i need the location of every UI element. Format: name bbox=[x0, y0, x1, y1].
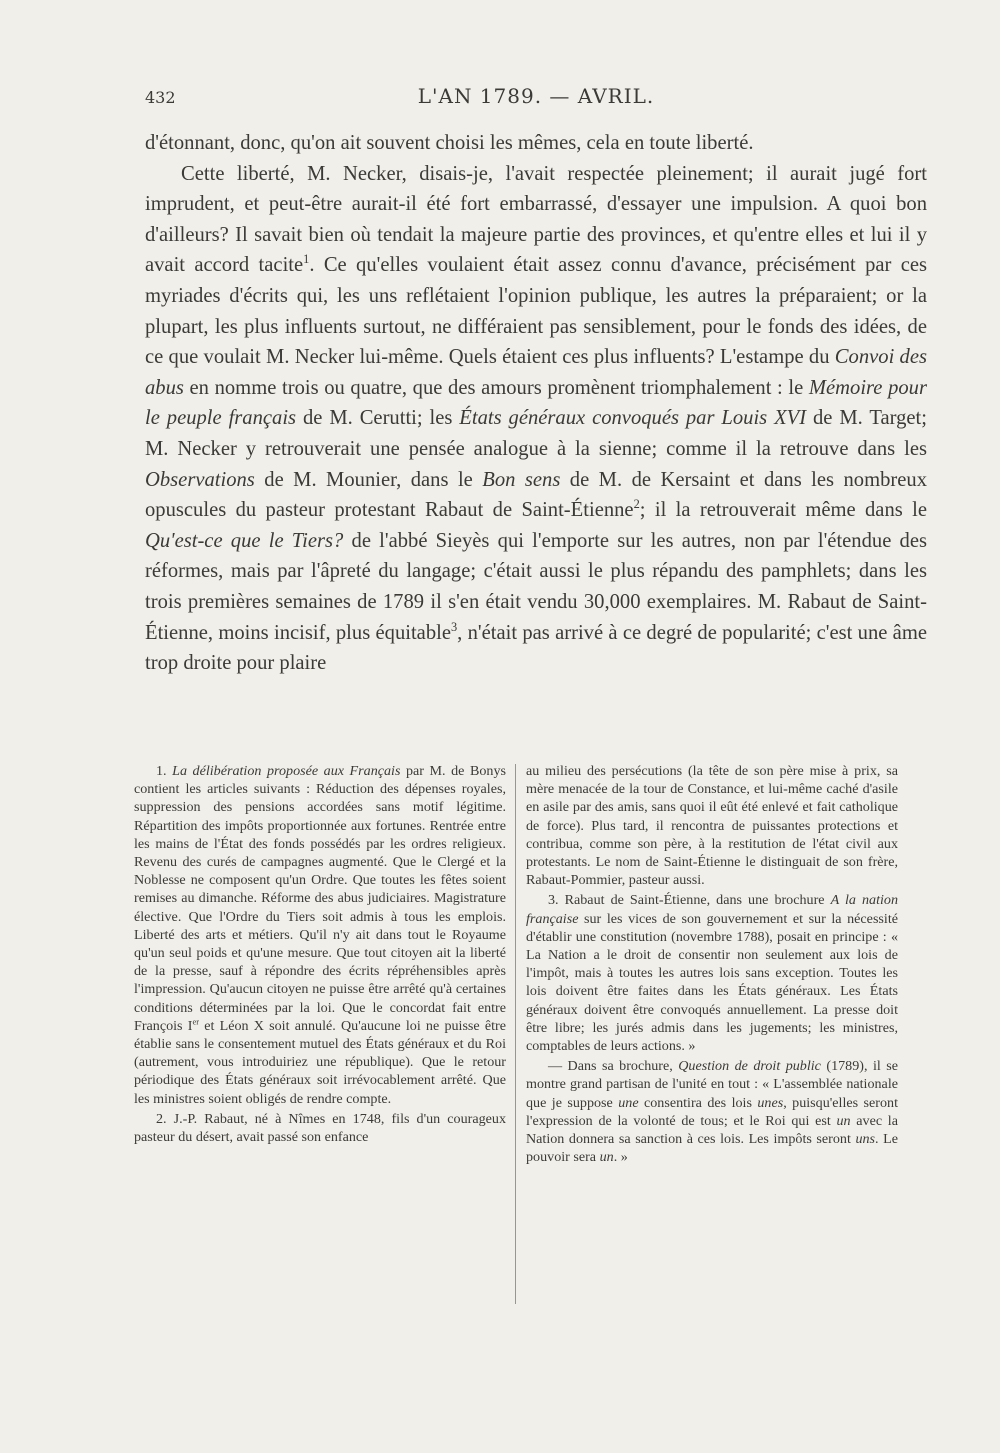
footnote-1: 1. La délibération proposée aux Français par M. de Bonys contient les articles suivants : Réduction des dépenses royales, suppression des pensions accordées sans motif légitime. Répartition des impôts proportionnée aux fortunes. Rentrée entre les mains de l'État des fonds possédés par les ordres religieux. Revenu des curés de campagnes augmenté. Que le Clergé et la Noblesse ne composent qu'un Ordre. Que toutes les fêtes soient remises au dimanche. Réforme des abus judiciaires. Magistrature élective. Que l'Ordre du Tiers soit admis à tous les emplois. Liberté des arts et métiers. Qu'il n'y ait dans tout le Royaume qu'un seul poids et qu'une mesure. Que tout citoyen ait la liberté de la presse, sauf à répondre des écrits répréhensibles après l'impression. Qu'aucun citoyen ne puisse être arrêté qu'à certaines conditions déterminées par la loi. Que le concordat fait entre François Ier et Léon X soit annulé. Qu'aucune loi ne puisse être établie sans le consentement mutuel des États généraux et du Roi (autrement, vous introduiriez une république). Que le retour périodique des États généraux soit irrévocablement arrêté. Que les ministres soient obligés de rendre compte. bbox=[134, 763, 506, 1107]
paragraph-continued: d'étonnant, donc, qu'on ait souvent choisi les mêmes, cela en toute liberté. bbox=[145, 132, 754, 154]
title-memoire: Mémoire pour le peuple français bbox=[145, 376, 927, 430]
footnote-ref-2[interactable]: 2 bbox=[633, 497, 640, 512]
footnote-2-continued: au milieu des persécutions (la tête de son père mise à prix, sa mère menacée de la tour de Constance, et lui-même caché d'asile en asile par des amis, sans quoi il eût été enlevé et fait catholique de force). Plus tard, il rencontra de puissantes protections et contribua, comme son père, à la restitution de l'état civil aux protestants. Le nom de Saint-Étienne le distinguait de son frère, Rabaut-Pommier, pasteur aussi. bbox=[526, 763, 898, 889]
footnote-ref-1[interactable]: 1 bbox=[303, 252, 310, 267]
footnote-3: 3. Rabaut de Saint-Étienne, dans une brochure A la nation française sur les vices de son gouvernement et sur la nécessité d'établir une constitution (novembre 1788), posait en principe : « La Nation a le droit de consentir non seulement aux lois de l'impôt, mais à toutes les autres lois sans exception. Toutes les lois doivent être faites dans les États généraux. Les États généraux doivent être convoqués annuellement. La presse doit être libre; les jurés admis dans les jugements; les ministres, comptables de leurs actions. » bbox=[526, 892, 898, 1055]
title-etats-generaux: États généraux convoqués par Louis XVI bbox=[459, 407, 807, 430]
page-header bbox=[145, 82, 927, 112]
title-convoi-des-abus: Convoi des abus bbox=[145, 346, 928, 399]
page-number: 432 bbox=[145, 88, 176, 107]
title-quest-ce-que-le-tiers: Qu'est-ce que le Tiers? bbox=[145, 529, 344, 552]
footnote-2: 2. J.-P. Rabaut, né à Nîmes en 1748, fils d'un courageux pasteur du désert, avait passé son enfance bbox=[134, 1110, 506, 1146]
footnotes-right-column bbox=[526, 762, 898, 1166]
footnote-ref-3[interactable]: 3 bbox=[450, 619, 458, 634]
running-head: L'AN 1789. — AVRIL. bbox=[417, 84, 655, 108]
footnotes-left-column bbox=[134, 762, 506, 1146]
footnote-3-continued: — Dans sa brochure, Question de droit public (1789), il se montre grand partisan de l'unité en tout : « L'assemblée nationale que je suppose une consentira des lois unes, puisqu'elles seront l'expression de la volonté de tous; et le Roi qui est un avec la Nation donnera sa sanction à ces lois. Les impôts seront uns. Le pouvoir sera un. » bbox=[526, 1058, 898, 1166]
title-bon-sens: Bon sens bbox=[482, 468, 561, 491]
paragraph-necker: Cette liberté, M. Necker, disais-je, l'avait respectée pleinement; il aurait jugé fort imprudent, et peut-être aurait-il été fort embarrassé, d'essayer une impulsion. A quoi bon d'ailleurs? Il savait bien où tendait la majeure partie des provinces, et qu'entre elles et lui il y avait accord tacite$^1$. Ce qu'elles voulaient était assez connu d'avance, précisément par ces myriades d'écrits qui, les uns reflétaient l'opinion publique, les autres la préparaient; or la plupart, les plus influents surtout, ne différaient pas sensiblement, pour le fonds des idées, de ce que voulait M. Necker lui-même. Quels étaient ces plus influents? L'estampe du Convoi des abus en nomme trois ou quatre, que des amours promènent triomphalement : le Mémoire pour le peuple français de M. Cerutti; les États généraux convoqués par Louis XVI de M. Target; M. Necker y retrouverait une pensée analogue à la sienne; comme il la retrouve dans les Observations de M. Mounier, dans le Bon sens de M. de Kersaint et dans les nombreux opuscules du pasteur protestant Rabaut de Saint-Étienne$^2$; il la retrouverait même dans le Qu'est-ce que le Tiers? de l'abbé Sieyès qui l'emporte sur les autres, non par l'étendue des réformes, mais par l'âpreté du langage; c'était aussi le plus répandu des pamphlets; dans les trois premières semaines de 1789 il s'en était vendu 30,000 exemplaires. M. Rabaut de Saint-Étienne, moins incisif, plus équitable$^3$, n'était pas arrivé à ce degré de popularité; c'est une âme trop droite pour plaire bbox=[145, 162, 928, 675]
title-observations: Observations bbox=[145, 468, 255, 491]
main-text bbox=[145, 128, 927, 679]
column-divider bbox=[515, 764, 516, 1304]
